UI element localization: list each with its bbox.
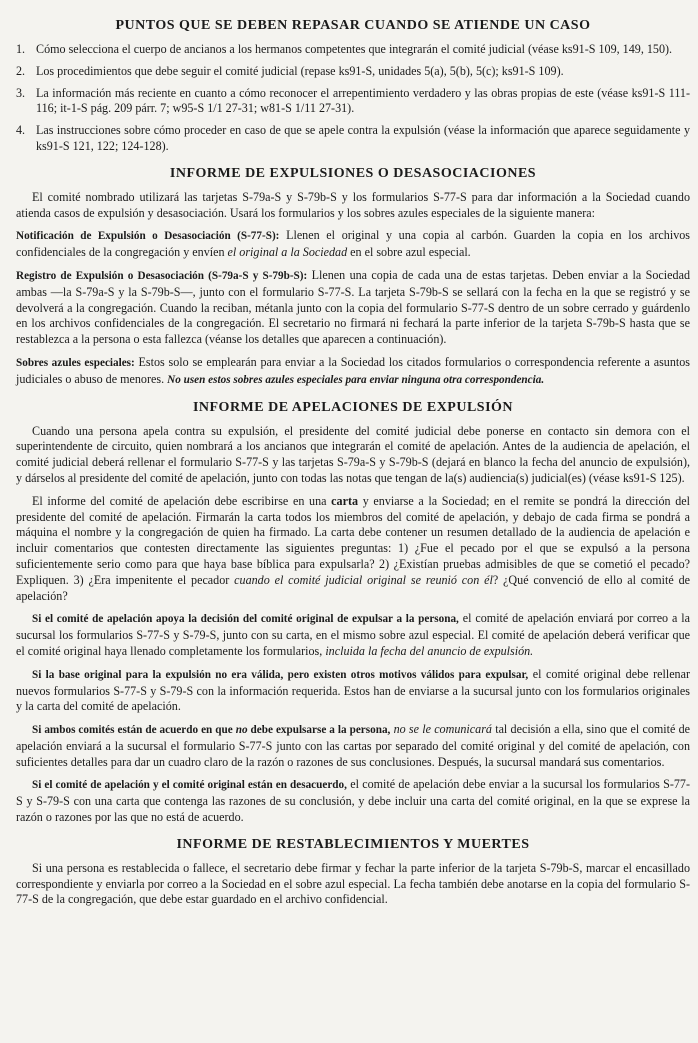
blue-envelopes-paragraph xyxy=(16,355,690,389)
appeals-agree-italic: no se le comunicará xyxy=(390,722,492,737)
list-item xyxy=(16,64,690,80)
appeals-support-paragraph xyxy=(16,611,690,659)
appeals-support-lead: Si el comité de apelación apoya la decisión del comité original de expulsar a la persona, xyxy=(32,613,459,626)
list-item-text: Los procedimientos que debe seguir el comité judicial (repase ks91-S, unidades 5(a), 5(b), 5(c); ks91-S 109). xyxy=(36,63,564,78)
appeals-support-text: el comité de apelación enviará por correo a la sucursal los formularios S-77-S y S-79-S, junto con su carta, en el mismo sobre azul especial. El comité de apelación deberá verificar que el comité original haya llenado completamente los formularios, xyxy=(16,611,690,658)
list-item-text: La información más reciente en cuanto a cómo reconocer el arrepentimiento verdadero y las obras propias de este (véase ks91-S 111-116; it-1-S pág. 209 párr. 7; w95-S 1/1 27-31; w81-S 1/11 27-31). xyxy=(36,85,690,116)
appeals-p2-end: ? ¿Qué convenció de ello al comité de apelación? xyxy=(16,572,690,603)
appeals-disagree-paragraph xyxy=(16,777,690,825)
appeals-p2-bold: carta xyxy=(331,493,359,508)
page-title: PUNTOS QUE SE DEBEN REPASAR CUANDO SE ATIENDE UN CASO xyxy=(115,18,591,33)
list-item-number: 3. xyxy=(16,85,26,100)
appeals-disagree-text: el comité de apelación debe enviar a la sucursal los formularios S-77-S y S-79-S con una carta que contenga las razones de su conclusión, y debe incluir una carta del comité original, en la que se exprese la razón o razones por las que no está de acuerdo. xyxy=(16,777,690,825)
list-item-number: 4. xyxy=(16,123,26,138)
expulsions-intro: El comité nombrado utilizará las tarjetas S-79a-S y S-79b-S y los formularios S-77-S para dar información a la Sociedad cuando atienda casos de expulsión y desasociación. Usará los formularios y los sobres azules especiales de la siguiente manera: xyxy=(16,189,690,220)
appeals-invalid-basis-paragraph xyxy=(16,667,690,715)
s77-notification-paragraph xyxy=(16,228,690,261)
appeals-invalid-text: el comité original debe rellenar nuevos formularios S-77-S y S-79-S con la información requerida. Estos han de enviarse a la sucursal junto con los formularios originales y la carta del comité de apelación. xyxy=(16,666,691,714)
section-heading-appeals: INFORME DE APELACIONES DE EXPULSIÓN xyxy=(192,399,514,415)
appeals-agree-lead: Si ambos comités están de acuerdo en que xyxy=(32,724,236,737)
section-heading-expulsions: INFORME DE EXPULSIONES O DESASOCIACIONES xyxy=(169,165,537,181)
s77-text: Llenen el original y una copia al carbón. Guarden la copia en los archivos confidenciales de la congregación y envíen xyxy=(16,228,691,260)
s77-text-end: en el sobre azul especial. xyxy=(347,245,471,260)
appeals-disagree-lead: Si el comité de apelación y el comité original están en desacuerdo, xyxy=(32,779,347,792)
appeals-agree-no: no xyxy=(235,724,248,737)
envelopes-warning: No usen estos sobres azules especiales para enviar ninguna otra correspondencia. xyxy=(167,373,545,386)
appeals-agree-text: tal decisión a ella, sino que el comité de apelación enviará a la sucursal el formulario S-77-S junto con las cartas por separado del comité original y del comité de apelación, con suficientes detalles para dar un cuadro claro de la razón o razones de sus conclusiones. Después, la sucursal mandará sus comentarios. xyxy=(16,722,691,769)
s79-text: Llenen una copia de cada una de estas tarjetas. Deben enviar a la Sociedad ambas —la S-79a-S y la S-79b-S—, junto con el formulario S-77-S. La tarjeta S-79b-S se sellará con la fecha en la que se registró y se devolverá a la congregación. Cuando la reciban, métanla junto con la copia del formulario S-77-S dentro de un sobre cerrado y guárdenlo en los archivos confidenciales de la congregación. El secretario no firmará ni fechará la parte inferior de la tarjeta S-79b-S hasta que se restablezca a la persona o esta fallezca (véanse los detalles que aparecen a continuación). xyxy=(16,267,690,347)
list-item-text: Cómo selecciona el cuerpo de ancianos a los hermanos competentes que integrarán el comité judicial (véase ks91-S 109, 149, 150). xyxy=(36,42,673,56)
review-points-list xyxy=(16,42,690,155)
appeals-paragraph-2 xyxy=(16,494,690,605)
list-item-number: 1. xyxy=(16,42,26,56)
reinstatements-paragraph: Si una persona es restablecida o fallece, el secretario debe firmar y fechar la parte inferior de la tarjeta S-79b-S, marcar el encasillado correspondiente y enviarla por correo a la Sociedad en el sobre azul especial. La fecha también debe anotarse en la copia del formulario S-77-S de la congregación, que debe estar guardado en el archivo confidencial. xyxy=(16,860,690,907)
list-item-text: Las instrucciones sobre cómo proceder en caso de que se apele contra la expulsión (véase la información que aparece seguidamente y ks91-S 121, 122; 124-128). xyxy=(36,123,690,153)
appeals-p2-questions: y enviarse a la Sociedad; en el remite se pondrá la dirección del presidente del comité de apelación. Firmarán la carta todos los miembros del comité de apelación, y debajo de cada firma se pondrá a máquina el nombre y la congregación de quien ha firmado. La carta debe contener un resumen detallado de la audiencia de apelación e incluir comentarios que contesten directamente las siguientes preguntas: 1) ¿Fue el pecado por el que se expulsó a la persona suficientemente serio como para que haya base bíblica para expulsarla? 2) ¿Existían pruebas admisibles de que se cometió el pecado? Expliquen. 3) ¿Era impenitente el pecador xyxy=(16,493,690,587)
list-item xyxy=(16,42,690,58)
list-item xyxy=(16,86,690,118)
s79-registry-paragraph xyxy=(16,268,690,348)
s77-lead: Notificación de Expulsión o Desasociación (S-77-S): xyxy=(16,230,280,243)
appeals-invalid-lead: Si la base original para la expulsión no era válida, pero existen otros motivos válidos para expulsar, xyxy=(32,668,529,681)
appeals-agree-paragraph xyxy=(16,722,690,770)
appeals-paragraph-1: Cuando una persona apela contra su expulsión, el presidente del comité judicial debe ponerse en contacto sin demora con el superintendente de circuito, quien nombrará a los ancianos que integrarán el comité de apelación. Antes de la audiencia de apelación, el comité judicial deberá rellenar el formulario S-77-S y las tarjetas S-79a-S y S-79b-S (dejará en blanco la fecha del anuncio de expulsión), y dárselos al presidente del comité de apelación, junto con todas las notas que tengan de la(s) audiencia(s) judicial(es) (véase ks91-S 125). xyxy=(16,423,690,485)
envelopes-text: Estos solo se emplearán para enviar a la Sociedad los citados formularios o correspondencia referente a asuntos judiciales o abuso de menores. xyxy=(16,354,690,386)
list-item xyxy=(16,123,690,155)
s77-emphasis: el original a la Sociedad xyxy=(227,245,348,260)
envelopes-lead: Sobres azules especiales: xyxy=(16,356,135,369)
section-heading-reinstatements: INFORME DE RESTABLECIMIENTOS Y MUERTES xyxy=(176,836,530,852)
s79-lead: Registro de Expulsión o Desasociación (S-79a-S y S-79b-S): xyxy=(16,269,308,282)
list-item-number: 2. xyxy=(16,63,26,78)
appeals-p2-italic: cuando el comité judicial original se reunió con él xyxy=(234,572,493,587)
appeals-p2-text: El informe del comité de apelación debe escribirse en una xyxy=(32,493,332,508)
appeals-agree-lead-end: debe expulsarse a la persona, xyxy=(247,724,391,737)
appeals-support-italic: incluida la fecha del anuncio de expulsión. xyxy=(325,643,534,658)
